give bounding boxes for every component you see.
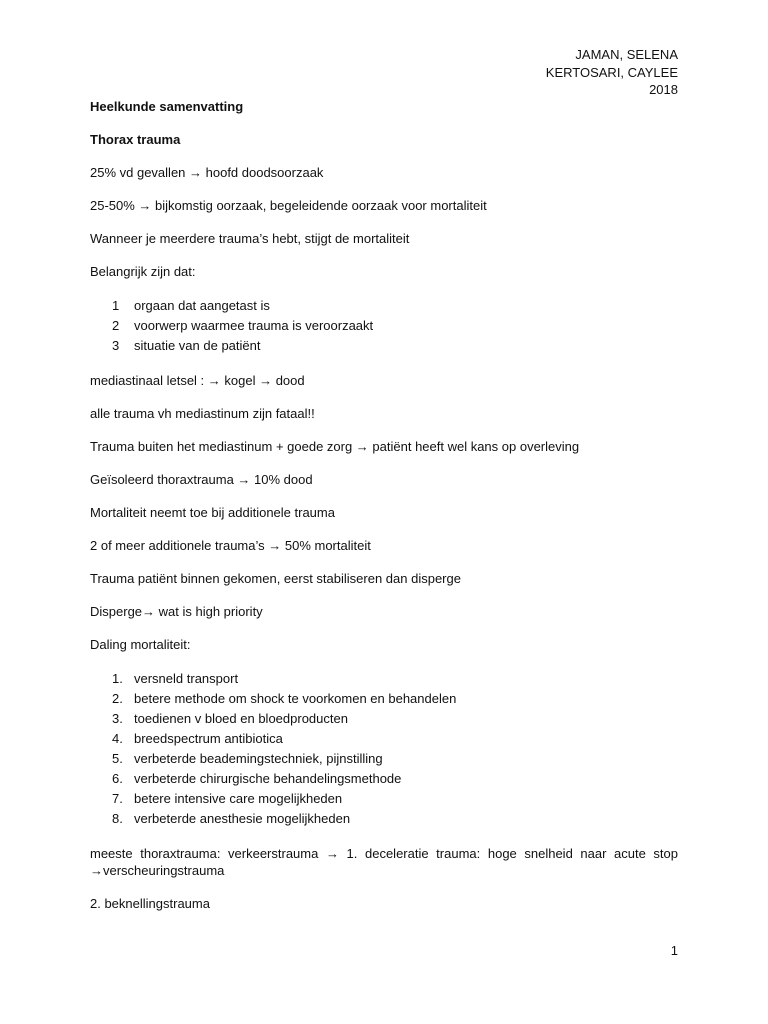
paragraph: 2 of meer additionele trauma’s → 50% mortaliteit (90, 538, 371, 553)
list-item (90, 809, 678, 829)
paragraph: mediastinaal letsel : → kogel → dood (90, 373, 305, 388)
list-item (90, 296, 678, 316)
paragraph: Trauma patiënt binnen gekomen, eerst stabiliseren dan disperge (90, 571, 461, 586)
author-line-1: JAMAN, SELENA (575, 47, 678, 62)
paragraph: 2. beknellingstrauma (90, 896, 210, 911)
author-line-2: KERTOSARI, CAYLEE (545, 64, 678, 80)
paragraph: Daling mortaliteit: (90, 637, 191, 652)
paragraph: meeste thoraxtrauma: verkeerstrauma → 1. deceleratie trauma: hoge snelheid naar acute stop →verscheuringstrauma (90, 846, 678, 878)
paragraph: alle trauma vh mediastinum zijn fataal!! (90, 406, 315, 421)
list-number: 2. (112, 691, 123, 706)
list-text: orgaan dat aangetast is (134, 298, 270, 313)
list-text: voorwerp waarmee trauma is veroorzaakt (134, 318, 374, 333)
list-number: 1. (112, 671, 123, 686)
list-text: situatie van de patiënt (134, 338, 261, 353)
list-item (90, 729, 678, 749)
list-item (90, 669, 678, 689)
paragraph: Trauma buiten het mediastinum + goede zorg → patiënt heeft wel kans op overleving (90, 439, 580, 454)
list-item (90, 689, 678, 709)
list-item (90, 749, 678, 769)
list-number: 3 (112, 338, 120, 353)
page-number: 1 (670, 943, 678, 958)
list-item (90, 709, 678, 729)
list-item (90, 769, 678, 789)
list-number: 7. (112, 791, 123, 806)
paragraph: Disperge→ wat is high priority (90, 604, 263, 619)
author-header (546, 46, 678, 99)
section-title: Thorax trauma (90, 132, 181, 147)
list-text: toedienen v bloed en bloedproducten (134, 711, 348, 726)
list-number: 6. (112, 771, 123, 786)
list-number: 3. (112, 711, 123, 726)
list-text: betere intensive care mogelijkheden (134, 791, 343, 806)
document-body (90, 98, 678, 928)
list-text: verbeterde chirurgische behandelingsmethode (134, 771, 402, 786)
list-number: 5. (112, 751, 123, 766)
document-title: Heelkunde samenvatting (90, 99, 244, 114)
year-line: 2018 (649, 82, 678, 97)
list-item (90, 336, 678, 356)
list-number: 8. (112, 811, 123, 826)
paragraph: Geïsoleerd thoraxtrauma → 10% dood (90, 472, 313, 487)
list-number: 1 (112, 298, 120, 313)
paragraph: Wanneer je meerdere trauma’s hebt, stijgt de mortaliteit (90, 231, 410, 246)
list-text: versneld transport (134, 671, 239, 686)
list-text: verbeterde beademingstechniek, pijnstilling (134, 751, 383, 766)
list-text: breedspectrum antibiotica (134, 731, 283, 746)
list-text: verbeterde anesthesie mogelijkheden (134, 811, 351, 826)
list-text: betere methode om shock te voorkomen en behandelen (134, 691, 457, 706)
list-number: 4. (112, 731, 123, 746)
paragraph: 25-50% → bijkomstig oorzaak, begeleidende oorzaak voor mortaliteit (90, 198, 487, 213)
paragraph: 25% vd gevallen → hoofd doodsoorzaak (90, 165, 324, 180)
important-factors-list (90, 296, 678, 356)
list-item (90, 316, 678, 336)
list-number: 2 (112, 318, 120, 333)
paragraph: Belangrijk zijn dat: (90, 264, 196, 279)
list-item (90, 789, 678, 809)
mortality-decline-list (90, 669, 678, 829)
paragraph: Mortaliteit neemt toe bij additionele trauma (90, 505, 335, 520)
